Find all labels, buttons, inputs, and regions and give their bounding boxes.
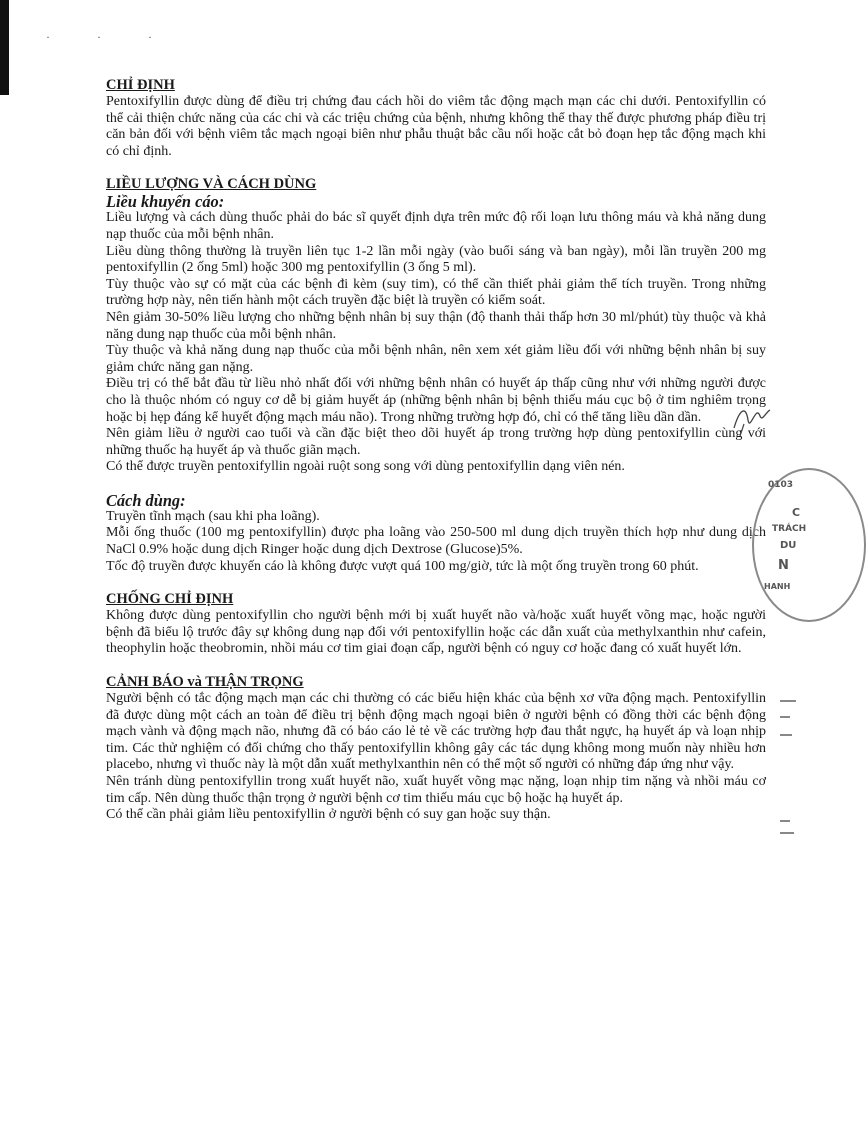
- paragraph: Có thể được truyền pentoxifyllin ngoài ruột song song với dùng pentoxifyllin dạng viên nén.: [106, 459, 625, 475]
- heading-indications: CHỈ ĐỊNH: [106, 77, 175, 93]
- scan-specks: · · ·: [46, 30, 174, 44]
- stamp-text: N: [778, 558, 789, 573]
- signature-mark: [730, 398, 774, 442]
- paragraph: Nên tránh dùng pentoxifyllin trong xuất huyết não, xuất huyết võng mạc nặng, loạn nhịp tim nặng và nhồi máu cơ tim cấp. Nên dùng thuốc thận trọng ở người bệnh cơ tim thiếu máu cục bộ hoặc hạ huyết áp.: [106, 774, 766, 806]
- paragraph: Không được dùng pentoxifyllin cho người bệnh mới bị xuất huyết não và/hoặc xuất huyết võng mạc, hoặc người bệnh đã biểu lộ trước đây sự không dung nạp đối với pentoxifyllin hoặc các dẫn xuất của methylxanthin như cafein, theophylin hoặc theobromin, nhồi máu cơ tim giai đoạn cấp, người bệnh có nguy cơ hoặc đang có xuất huyết lớn.: [106, 608, 766, 657]
- section-indications: [106, 77, 766, 160]
- heading-dosage: LIỀU LƯỢNG VÀ CÁCH DÙNG: [106, 176, 317, 193]
- stamp-text: 0103: [768, 480, 794, 490]
- paragraph: Nên giảm 30-50% liều lượng cho những bệnh nhân bị suy thận (độ thanh thải thấp hơn 30 ml/phút) tùy thuộc và khả năng dung nạp thuốc của mỗi bệnh nhân.: [106, 309, 766, 342]
- document-body: [106, 77, 766, 824]
- heading-contraindications: CHỐNG CHỈ ĐỊNH: [106, 591, 234, 608]
- subheading-administration: Cách dùng:: [106, 490, 186, 510]
- section-warnings: [106, 674, 766, 824]
- paragraph: Pentoxifyllin được dùng để điều trị chứng đau cách hồi do viêm tắc động mạch mạn các chi dưới. Pentoxifyllin có thể cải thiện chức năng của các chi và các triệu chứng của bệnh, nhưng không thể thay thế được phương pháp điều trị căn bản đối với bệnh viêm tắc mạch ngoại biên như phẫu thuật bắc cầu nối hoặc cắt bỏ đoạn hẹp tắc động mạch khi có chỉ định.: [106, 94, 766, 159]
- scan-edge-bar: [0, 0, 9, 95]
- scan-mark: [780, 700, 796, 702]
- heading-warnings: CẢNH BÁO và THẬN TRỌNG: [106, 674, 304, 691]
- section-dosage: [106, 176, 766, 575]
- scan-mark: [780, 832, 794, 834]
- paragraph: Có thể cần phải giảm liều pentoxifyllin ở người bệnh có suy gan hoặc suy thận.: [106, 807, 551, 823]
- section-contraindications: [106, 591, 766, 658]
- paragraph: Mỗi ống thuốc (100 mg pentoxifyllin) được pha loãng vào 250-500 ml dung dịch truyền thích hợp như dung dịch NaCl 0.9% hoặc dung dịch Ringer hoặc dung dịch Dextrose (Glucose)5%.: [106, 525, 766, 558]
- subheading-recommended-dose: Liều khuyến cáo:: [106, 192, 225, 212]
- stamp-text: C: [792, 506, 801, 519]
- paragraph: Điều trị có thể bắt đầu từ liều nhỏ nhất đối với những bệnh nhân có huyết áp thấp cũng như với những người được cho là thuộc nhóm có nguy cơ dễ bị giảm huyết áp (những bệnh nhân bị bệnh thiếu máu cục bộ ở tim nghiêm trọng hoặc bị hẹp đáng kể huyết động mạch máu não). Trong những trường hợp đó, chỉ có thể tăng liều dần dần.: [106, 376, 766, 425]
- scan-mark: [780, 716, 790, 718]
- company-stamp: [752, 468, 866, 622]
- stamp-text: DU: [780, 540, 797, 551]
- stamp-text: HANH: [764, 582, 791, 591]
- paragraph: Tốc độ truyền được khuyến cáo là không được vượt quá 100 mg/giờ, tức là một ống truyền trong 60 phút.: [106, 558, 699, 574]
- stamp-text: TRÁCH: [772, 524, 807, 534]
- paragraph: Nên giảm liều ở người cao tuổi và cần đặc biệt theo dõi huyết áp trong trường hợp dùng pentoxifyllin cùng với những thuốc hạ huyết áp và thuốc giãn mạch.: [106, 426, 766, 458]
- paragraph: Liều lượng và cách dùng thuốc phải do bác sĩ quyết định dựa trên mức độ rối loạn lưu thông máu và khả năng dung nạp thuốc của mỗi bệnh nhân.: [106, 210, 766, 242]
- paragraph: Tùy thuộc vào sự có mặt của các bệnh đi kèm (suy tim), có thể cần thiết phải giảm thể tích truyền. Trong những trường hợp này, nên tiến hành một cách truyền đặc biệt là truyền có kiểm soát.: [106, 276, 766, 309]
- paragraph: Người bệnh có tắc động mạch mạn các chi thường có các biểu hiện khác của bệnh xơ vữa động mạch. Pentoxifyllin đã được dùng một cách an toàn để điều trị bệnh động mạch ngoại biên ở người bệnh có đồng thời các bệnh động mạch vành và động mạch não, nhưng đã có báo cáo lẻ tẻ về các trường hợp đau thắt ngực, hạ huyết áp và loạn nhịp tim. Các thử nghiệm có đối chứng cho thấy pentoxifyllin không gây các tác dụng không mong muốn này nhiều hơn placebo, nhưng vì thuốc này là một dẫn xuất methylxanthin nên có thể một số người có những đáp ứng như vậy.: [106, 691, 766, 773]
- scan-mark: [780, 734, 792, 736]
- paragraph: Truyền tĩnh mạch (sau khi pha loãng).: [106, 508, 320, 524]
- scan-mark: [780, 820, 790, 822]
- paragraph: Tùy thuộc và khả năng dung nạp thuốc của mỗi bệnh nhân, nên xem xét giảm liều đối với những bệnh nhân bị suy giảm chức năng gan nặng.: [106, 343, 766, 375]
- paragraph: Liều dùng thông thường là truyền liên tục 1-2 lần mỗi ngày (vào buổi sáng và ban ngày), mỗi lần truyền 200 mg pentoxifyllin (2 ống 5ml) hoặc 300 mg pentoxifyllin (3 ống 5 ml).: [106, 243, 766, 276]
